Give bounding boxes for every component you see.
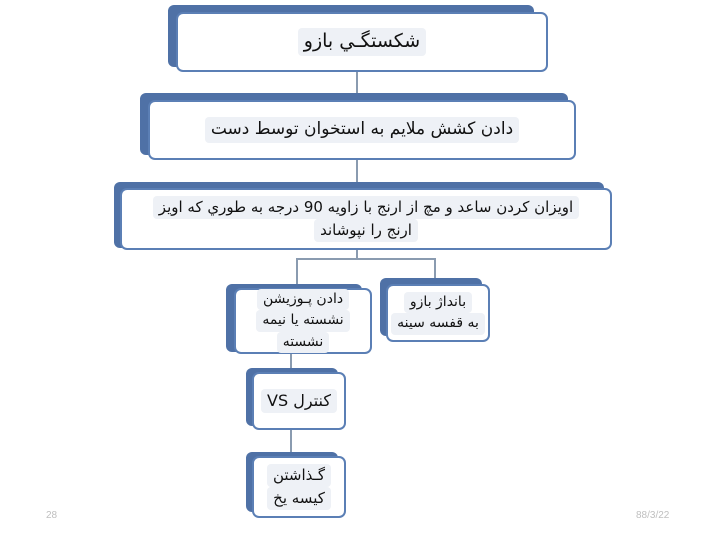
control-node [252,372,346,430]
positioning-node-label-line2: نشسته يا نيمه [256,310,349,332]
bandage-node-label-line1: بانداژ بازو [404,292,472,314]
root-node-label: شكستگـي بازو [298,28,426,56]
step2-node [120,188,612,250]
step1-node [148,100,576,160]
ice-node [252,456,346,518]
positioning-node [234,288,372,354]
step2-node-label-line2: ارنج را نپوشاند [314,219,418,242]
connector-branch-horizontal [296,258,436,260]
page-number: 28 [46,510,58,521]
bandage-node-label-line2: به قفسه سينه [391,313,485,335]
root-node [176,12,548,72]
step2-node-label-line1: اويزان كردن ساعد و مچ از ارنج با زاويه 90 درجه به طوري كه اويز [153,196,579,219]
control-node-label: كنترل VS [261,389,337,413]
ice-node-label-line1: گـذاشتن [267,464,331,487]
ice-node-label-line2: كيسه يخ [267,487,331,510]
bandage-node [386,284,490,342]
footer-date: 88/3/22 [636,510,670,521]
step1-node-label: دادن كشش ملايم به استخوان توسط دست [205,117,519,142]
positioning-node-label-line3: نشسته [277,332,330,354]
positioning-node-label-line1: دادن پـوزيشن [257,289,349,311]
